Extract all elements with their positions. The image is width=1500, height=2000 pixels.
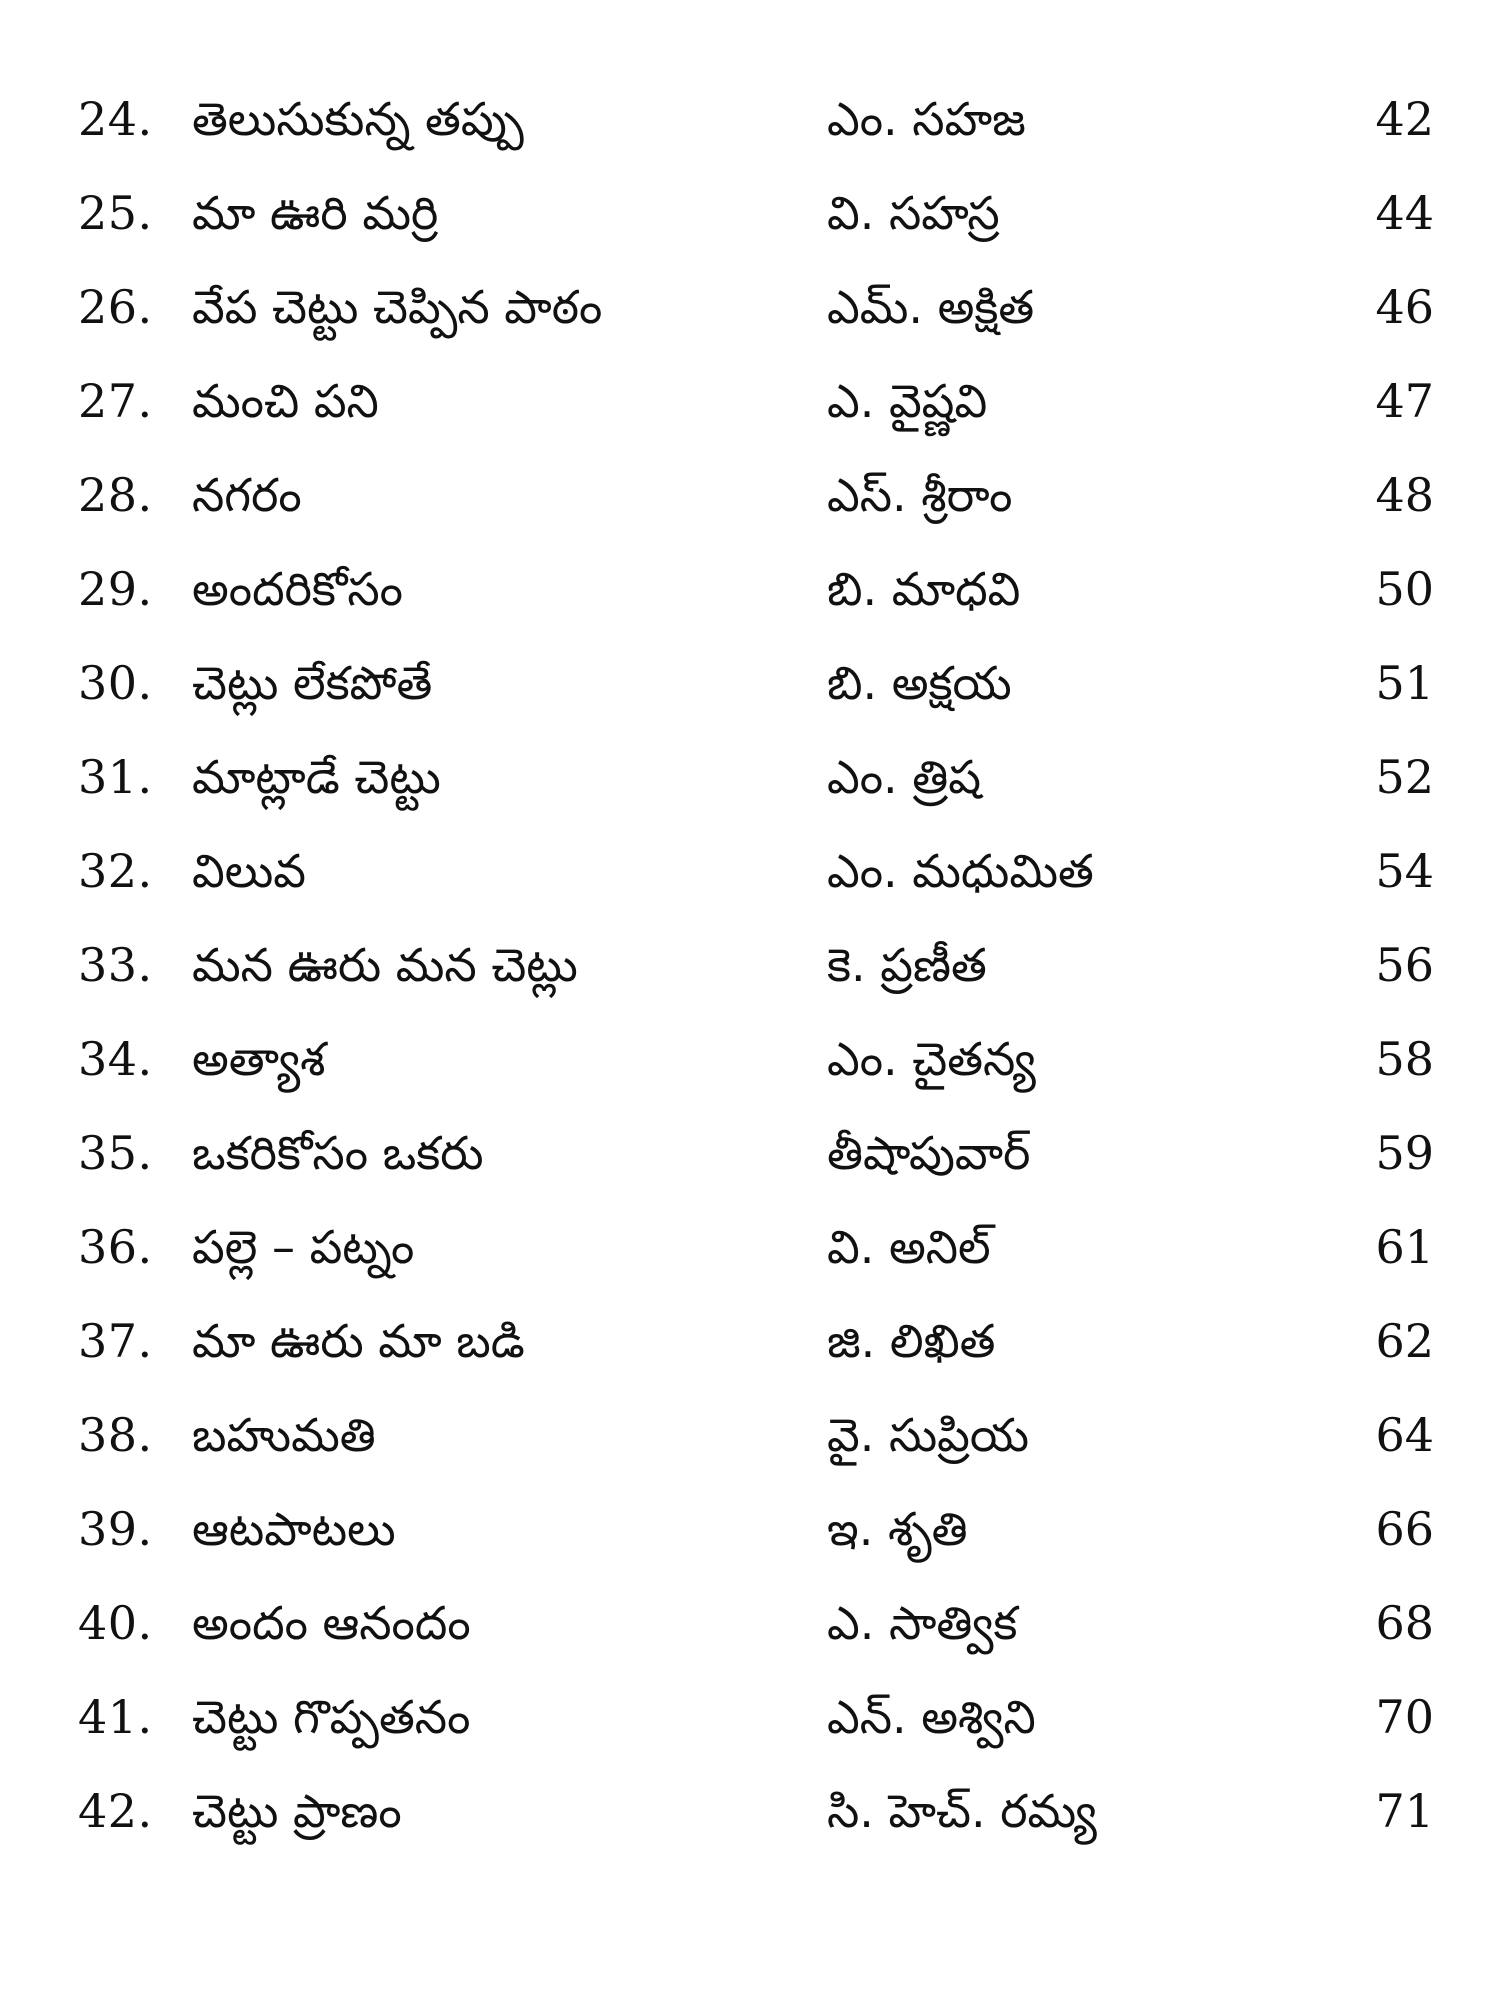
toc-row	[0, 636, 1500, 730]
entry-page-number: 58	[1375, 1032, 1434, 1086]
entry-number: 34.	[78, 1032, 153, 1086]
entry-page-number: 51	[1375, 656, 1434, 710]
entry-page-number: 52	[1375, 750, 1434, 804]
entry-author: జి. లిఖిత	[827, 1314, 996, 1368]
entry-page-number: 70	[1375, 1690, 1434, 1744]
toc-row	[0, 354, 1500, 448]
entry-author: ఎ. సాత్విక	[827, 1596, 1018, 1650]
entry-page-number: 50	[1375, 562, 1434, 616]
entry-author: ఎం. మధుమిత	[827, 844, 1094, 898]
entry-author: కె. ప్రణీత	[827, 938, 987, 992]
entry-page-number: 44	[1375, 186, 1434, 240]
entry-page-number: 71	[1375, 1784, 1434, 1838]
entry-page-number: 54	[1375, 844, 1434, 898]
entry-author: బి. అక్షయ	[827, 656, 1012, 710]
entry-author: ఎమ్. అక్షిత	[827, 280, 1035, 334]
entry-number: 30.	[78, 656, 153, 710]
entry-author: సి. హెచ్. రమ్య	[827, 1784, 1097, 1838]
entry-title: మాట్లాడే చెట్టు	[192, 750, 441, 804]
entry-number: 42.	[78, 1784, 153, 1838]
entry-title: చెట్లు లేకపోతే	[192, 656, 433, 710]
entry-author: తీషాపువార్	[827, 1126, 1031, 1180]
entry-author: ఎం. త్రిష	[827, 750, 982, 804]
entry-author: ఎన్. అశ్విని	[827, 1690, 1036, 1744]
entry-title: పల్లె – పట్నం	[192, 1220, 415, 1274]
entry-page-number: 42	[1375, 92, 1434, 146]
entry-title: అందరికోసం	[192, 562, 404, 616]
entry-title: మన ఊరు మన చెట్లు	[192, 938, 578, 992]
entry-page-number: 48	[1375, 468, 1434, 522]
entry-number: 36.	[78, 1220, 153, 1274]
entry-page-number: 61	[1375, 1220, 1434, 1274]
entry-author: వై. సుప్రియ	[827, 1408, 1030, 1462]
entry-page-number: 64	[1375, 1408, 1434, 1462]
entry-number: 32.	[78, 844, 153, 898]
entry-title: ఒకరికోసం ఒకరు	[192, 1126, 484, 1180]
entry-number: 37.	[78, 1314, 153, 1368]
entry-page-number: 66	[1375, 1502, 1434, 1556]
entry-title: ఆటపాటలు	[192, 1502, 396, 1556]
toc-row	[0, 1200, 1500, 1294]
entry-title: అత్యాశ	[192, 1032, 326, 1086]
entry-number: 24.	[78, 92, 153, 146]
entry-author: ఎస్. శ్రీరాం	[827, 468, 1013, 522]
toc-row	[0, 1294, 1500, 1388]
toc-row	[0, 542, 1500, 636]
entry-author: వి. అనిల్	[827, 1220, 991, 1274]
toc-row	[0, 918, 1500, 1012]
entry-number: 28.	[78, 468, 153, 522]
entry-number: 33.	[78, 938, 153, 992]
entry-page-number: 59	[1375, 1126, 1434, 1180]
toc-row	[0, 1670, 1500, 1764]
entry-page-number: 62	[1375, 1314, 1434, 1368]
entry-page-number: 56	[1375, 938, 1434, 992]
entry-title: చెట్టు ప్రాణం	[192, 1784, 402, 1838]
toc-row	[0, 1106, 1500, 1200]
entry-page-number: 46	[1375, 280, 1434, 334]
entry-page-number: 47	[1375, 374, 1434, 428]
toc-row	[0, 1576, 1500, 1670]
entry-number: 26.	[78, 280, 153, 334]
toc-row	[0, 260, 1500, 354]
entry-author: బి. మాధవి	[827, 562, 1021, 616]
toc-row	[0, 1012, 1500, 1106]
entry-title: నగరం	[192, 468, 302, 522]
entry-number: 41.	[78, 1690, 153, 1744]
entry-title: మా ఊరు మా బడి	[192, 1314, 525, 1368]
entry-author: వి. సహస్ర	[827, 186, 1000, 240]
entry-title: చెట్టు గొప్పతనం	[192, 1690, 471, 1744]
entry-title: వేప చెట్టు చెప్పిన పాఠం	[192, 280, 603, 334]
entry-number: 38.	[78, 1408, 153, 1462]
toc-row	[0, 1388, 1500, 1482]
entry-number: 25.	[78, 186, 153, 240]
toc-row	[0, 1764, 1500, 1858]
entry-number: 40.	[78, 1596, 153, 1650]
entry-number: 39.	[78, 1502, 153, 1556]
entry-author: ఎం. చైతన్య	[827, 1032, 1036, 1086]
toc-row	[0, 166, 1500, 260]
entry-number: 29.	[78, 562, 153, 616]
entry-title: అందం ఆనందం	[192, 1596, 471, 1650]
entry-title: విలువ	[192, 844, 306, 898]
toc-list	[0, 72, 1500, 1858]
entry-author: ఎ. వైష్ణవి	[827, 374, 988, 428]
entry-title: మంచి పని	[192, 374, 379, 428]
entry-author: ఎం. సహజ	[827, 92, 1026, 146]
entry-title: బహుమతి	[192, 1408, 376, 1462]
entry-number: 31.	[78, 750, 153, 804]
entry-page-number: 68	[1375, 1596, 1434, 1650]
entry-title: మా ఊరి మర్రి	[192, 186, 439, 240]
toc-row	[0, 1482, 1500, 1576]
toc-row	[0, 730, 1500, 824]
toc-row	[0, 72, 1500, 166]
entry-number: 27.	[78, 374, 153, 428]
entry-number: 35.	[78, 1126, 153, 1180]
entry-author: ఇ. శృతి	[827, 1502, 968, 1556]
toc-row	[0, 824, 1500, 918]
toc-row	[0, 448, 1500, 542]
entry-title: తెలుసుకున్న తప్పు	[192, 92, 524, 146]
